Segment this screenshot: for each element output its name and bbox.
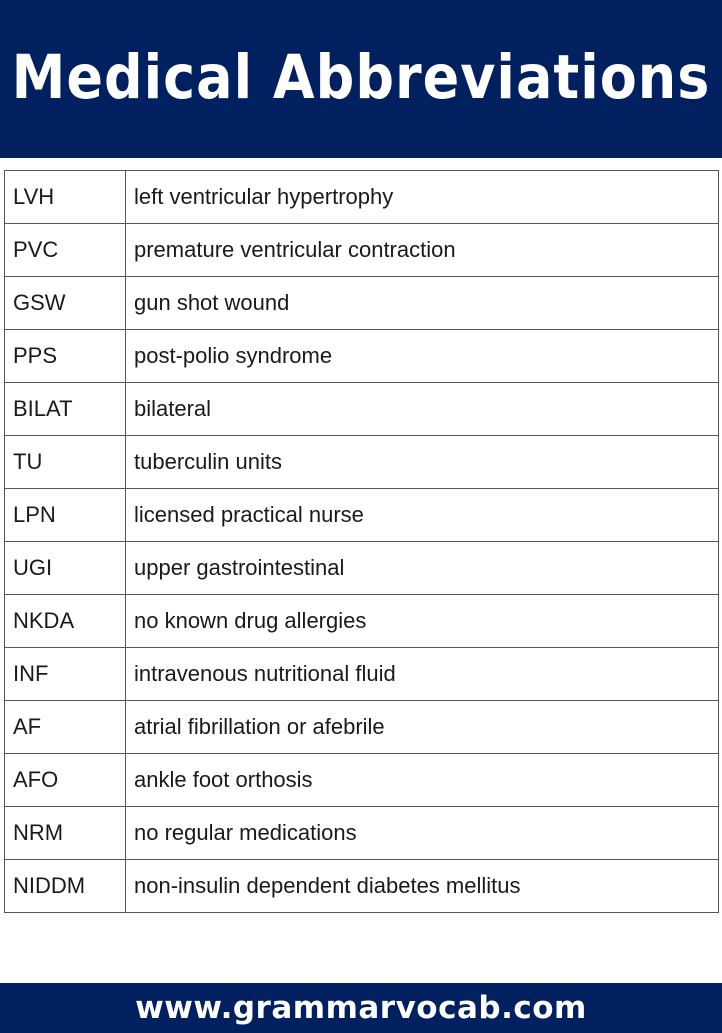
page-title: Medical Abbreviations [11,41,711,113]
meaning-cell: bilateral [126,383,719,436]
meaning-cell: ankle foot orthosis [126,754,719,807]
meaning-cell: intravenous nutritional fluid [126,648,719,701]
meaning-cell: premature ventricular contraction [126,224,719,277]
meaning-cell: left ventricular hypertrophy [126,171,719,224]
abbreviation-cell: NIDDM [5,860,126,913]
table-row [5,489,719,542]
title-banner [0,0,722,158]
meaning-cell: no regular medications [126,807,719,860]
table-body [5,171,719,913]
abbreviations-table [4,170,719,913]
meaning-cell: post-polio syndrome [126,330,719,383]
meaning-cell: tuberculin units [126,436,719,489]
abbreviation-cell: PPS [5,330,126,383]
abbreviation-cell: NKDA [5,595,126,648]
table-row [5,330,719,383]
meaning-cell: licensed practical nurse [126,489,719,542]
abbreviation-cell: NRM [5,807,126,860]
abbreviation-cell: LVH [5,171,126,224]
footer-banner [0,983,722,1033]
table-row [5,648,719,701]
table-row [5,542,719,595]
meaning-cell: atrial fibrillation or afebrile [126,701,719,754]
abbreviation-cell: TU [5,436,126,489]
table-row [5,224,719,277]
table-row [5,383,719,436]
table-row [5,436,719,489]
abbreviation-cell: AFO [5,754,126,807]
meaning-cell: gun shot wound [126,277,719,330]
table-row [5,754,719,807]
table-row [5,807,719,860]
meaning-cell: upper gastrointestinal [126,542,719,595]
abbreviation-cell: LPN [5,489,126,542]
abbreviation-cell: INF [5,648,126,701]
table-row [5,277,719,330]
table-row [5,860,719,913]
table-row [5,701,719,754]
website-url: www.grammarvocab.com [135,990,587,1026]
meaning-cell: no known drug allergies [126,595,719,648]
abbreviation-cell: UGI [5,542,126,595]
abbreviations-table-container [4,170,719,913]
abbreviation-cell: PVC [5,224,126,277]
abbreviation-cell: AF [5,701,126,754]
abbreviation-cell: BILAT [5,383,126,436]
table-row [5,171,719,224]
meaning-cell: non-insulin dependent diabetes mellitus [126,860,719,913]
abbreviation-cell: GSW [5,277,126,330]
table-row [5,595,719,648]
